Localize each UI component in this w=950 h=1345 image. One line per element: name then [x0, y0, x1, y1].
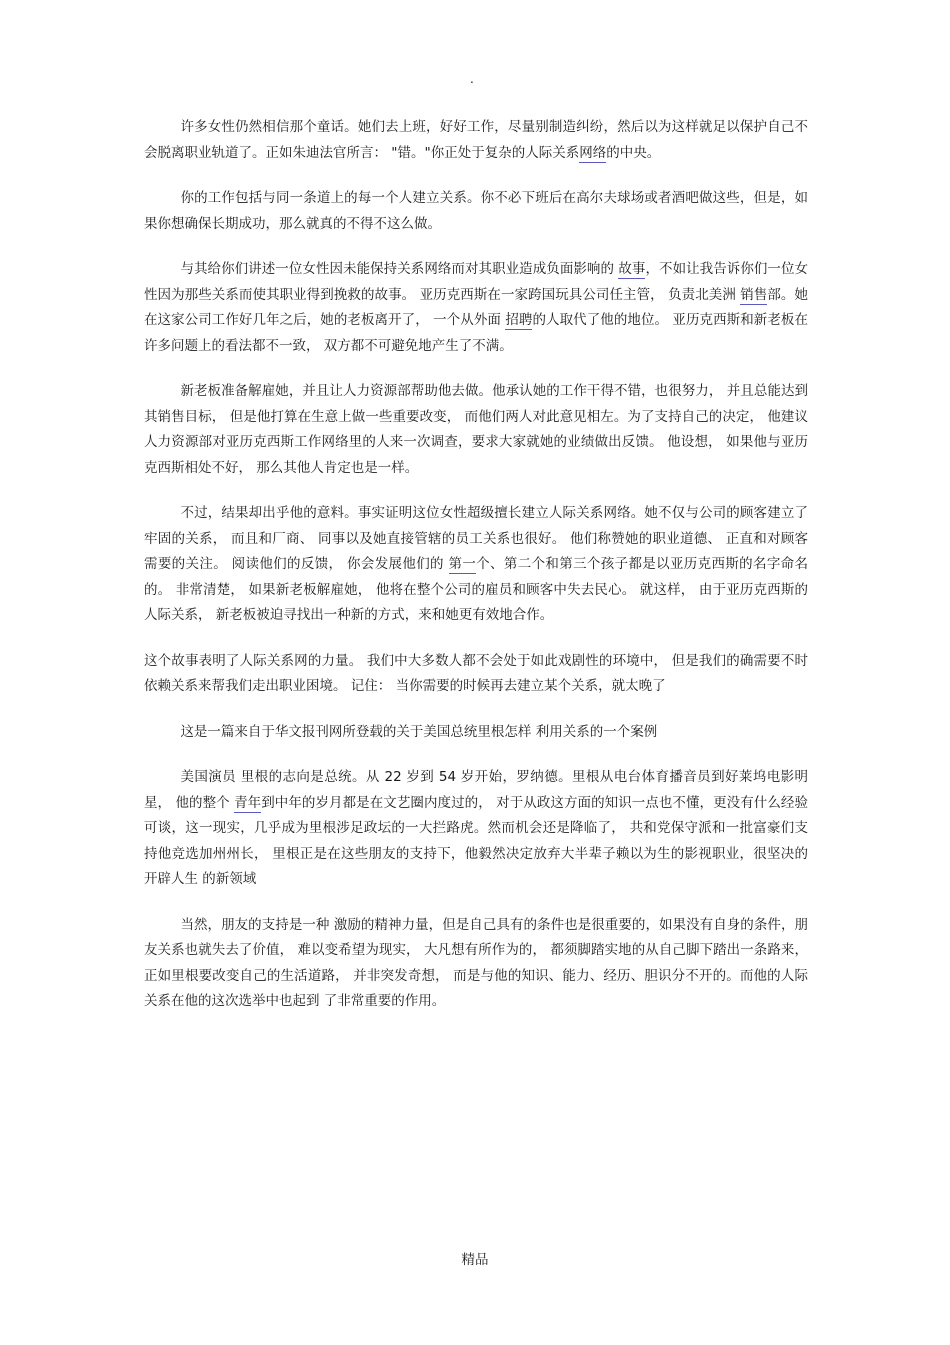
footer-label: 精品 [461, 1252, 489, 1268]
paragraph-text: 的人取代了他的地位。 亚历克西斯和新老板在许多问题上的看法都不一致， 双方都不可避免地产生了不满。 [144, 312, 808, 354]
link-keyword[interactable]: 网络 [579, 144, 607, 161]
paragraph [144, 379, 808, 481]
paragraph-text: 与其给你们讲述一位女性因未能保持关系网络而对其职业造成负面影响的 [180, 261, 619, 277]
paragraph-text: 个、第二个和第三个孩子都是以亚历克西斯的名字命名的。 非常清楚， 如果新老板解雇她， 他将在整个公司的雇员和顾客中失去民心。 就这样， 由于亚历克西斯的人际关系， 新老板被迫寻找出一种新的方式，来和她更有效地合作。 [144, 556, 809, 623]
paragraph-text: 许多女性仍然相信那个童话。她们去上班，好好工作，尽量别制造纠纷，然后以为这样就足以保护自己不会脱离职业轨道了。正如朱迪法官所言： "错。"你正处于复杂的人际关系 [144, 119, 808, 161]
paragraph-text: 新老板准备解雇她，并且让人力资源部帮助他去做。他承认她的工作干得不错，也很努力， 并且总能达到其销售目标， 但是他打算在生意上做一些重要改变， 而他们两人对此意见相左。为了支持自己的决定， 他建议人力资源部对亚历克西斯工作网络里的人来一次调查，要求大家就她的业绩做出反馈。 他设想， 如果他与亚历克西斯相处不好， 那么其他人肯定也是一样。 [144, 383, 808, 476]
paragraph [144, 257, 808, 359]
paragraph [144, 501, 808, 629]
header-dot: . [470, 72, 474, 86]
paragraph-text: 这个故事表明了人际关系网的力量。 我们中大多数人都不会处于如此戏剧性的环境中， 但是我们的确需要不时依赖关系来帮我们走出职业困境。 记住： 当你需要的时候再去建立某个关系，就太晚了 [144, 652, 808, 694]
paragraph-text: 你的工作包括与同一条道上的每一个人建立关系。你不必下班后在高尔夫球场或者酒吧做这些，但是，如果你想确保长期成功，那么就真的不得不这么做。 [144, 190, 808, 232]
paragraph [144, 186, 808, 237]
paragraph-text: 到中年的岁月都是在文艺圈内度过的， 对于从政这方面的知识一点也不懂，更没有什么经验可谈，这一现实，几乎成为里根涉足政坛的一大拦路虎。然而机会还是降临了， 共和党保守派和一批富豪们支持他竞选加州州长， 里根正是在这些朋友的支持下，他毅然决定放弃大半辈子赖以为生的影视职业，很坚决的开辟人生 的新领域 [144, 794, 808, 887]
paragraph-text: ，不如让我告诉你们一位女性因为那些关系而使其职业得到挽救的故事。 亚历克西斯在一家跨国玩具公司任主管， 负责北美洲 [144, 261, 809, 303]
paragraph [144, 913, 808, 1015]
document-body [144, 115, 808, 1035]
link-keyword[interactable]: 故事 [618, 261, 646, 277]
link-keyword[interactable]: 青年 [234, 794, 262, 811]
link-keyword[interactable]: 第一 [448, 556, 477, 572]
paragraph [144, 115, 808, 166]
paragraph-text: 部。她在这家公司工作好几年之后，她的老板离开了， 一个从外面 [144, 286, 808, 328]
paragraph [144, 720, 808, 746]
link-keyword[interactable]: 招聘 [505, 312, 533, 328]
paragraph [144, 765, 808, 893]
paragraph-text: 当然，朋友的支持是一种 激励的精神力量，但是自己具有的条件也是很重要的，如果没有自身的条件，朋友关系也就失去了价值， 难以变希望为现实， 大凡想有所作为的， 都须脚踏实地的从自己脚下踏出一条路来， 正如里根要改变自己的生活道路， 并非突发奇想， 而是与他的知识、能力、经历、胆识分不开的。而他的人际关系在他的这次选举中也起到 了非常重要的作用。 [144, 916, 808, 1009]
paragraph-text: 的中央。 [606, 144, 661, 161]
link-keyword[interactable]: 销售 [740, 286, 768, 303]
paragraph [144, 649, 808, 700]
paragraph-text: 美国演员 里根的志向是总统。从 22 岁到 54 岁开始，罗纳德。里根从电台体育播音员到好莱坞电影明星， 他的整个 [144, 769, 808, 811]
paragraph-text: 这是一篇来自于华文报刊网所登载的关于美国总统里根怎样 利用关系的一个案例 [180, 723, 658, 740]
paragraph-text: 不过，结果却出乎他的意料。事实证明这位女性超级擅长建立人际关系网络。她不仅与公司的顾客建立了牢固的关系， 而且和厂商、 同事以及她直接管辖的员工关系也很好。 他们称赞她的职业道德、 正直和对顾客需要的关注。 阅读他们的反馈， 你会发展他们的 [144, 505, 808, 572]
